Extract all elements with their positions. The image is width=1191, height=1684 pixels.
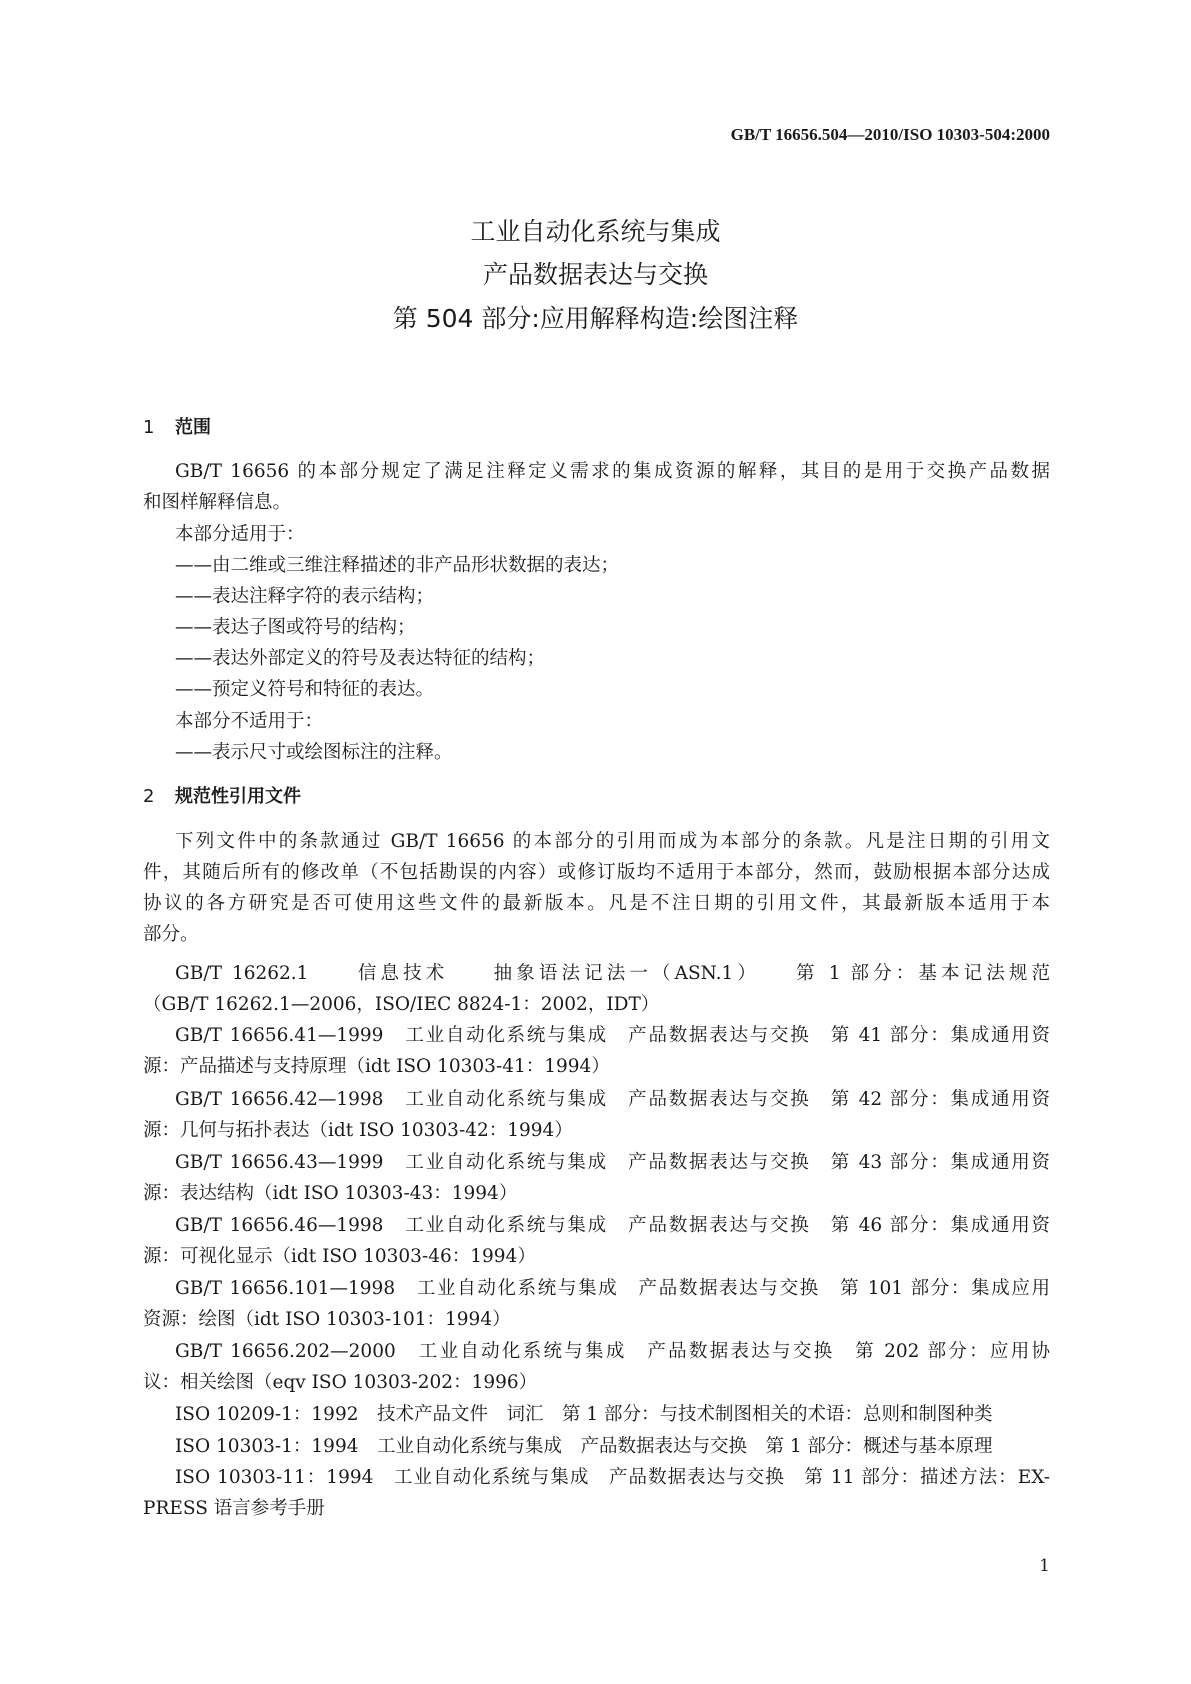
body-text-line: 下列文件中的条款通过 GB/T 16656 的本部分的引用而成为本部分的条款。凡是注日期的引用文 (175, 831, 1050, 852)
section-heading-normative-references (143, 785, 301, 809)
section-title: 范围 (175, 417, 211, 438)
reference-line: 源：表达结构（idt ISO 10303-43：1994） (143, 1183, 518, 1204)
reference-line: 源：产品描述与支持原理（idt ISO 10303-41：1994） (143, 1056, 610, 1077)
reference-line: GB/T 16656.42—1998 工业自动化系统与集成 产品数据表达与交换 第 42 部分：集成通用资 (175, 1089, 1050, 1110)
standard-number-header: GB/T 16656.504—2010/ISO 10303-504:2000 (730, 125, 1050, 144)
reference-line: GB/T 16656.101—1998 工业自动化系统与集成 产品数据表达与交换 第 101 部分：集成应用 (175, 1278, 1050, 1299)
reference-line: GB/T 16262.1 信息技术 抽象语法记法一（ASN.1） 第 1 部分：基本记法规范 (175, 963, 1050, 984)
section-title: 规范性引用文件 (175, 786, 301, 807)
reference-line: 资源：绘图（idt ISO 10303-101：1994） (143, 1309, 511, 1330)
body-text-line: 件，其随后所有的修改单（不包括勘误的内容）或修订版均不适用于本部分，然而，鼓励根据本部分达成 (143, 862, 1050, 883)
reference-line: ISO 10209-1：1992 技术产品文件 词汇 第 1 部分：与技术制图相关的术语：总则和制图种类 (175, 1404, 993, 1425)
page-number: 1 (1039, 1556, 1050, 1576)
reference-line: 源：几何与拓扑表达（idt ISO 10303-42：1994） (143, 1120, 573, 1141)
reference-line: （GB/T 16262.1—2006，ISO/IEC 8824-1：2002，IDT） (143, 994, 660, 1015)
body-text-line: ——由二维或三维注释描述的非产品形状数据的表达； (175, 555, 620, 576)
section-number: 2 (143, 786, 155, 807)
body-text-line: 协议的各方研究是否可使用这些文件的最新版本。凡是不注日期的引用文件，其最新版本适用于本 (143, 893, 1050, 914)
reference-line: GB/T 16656.43—1999 工业自动化系统与集成 产品数据表达与交换 第 43 部分：集成通用资 (175, 1152, 1050, 1173)
title-line-2: 产品数据表达与交换 (482, 260, 708, 289)
body-text-line: ——表示尺寸或绘图标注的注释。 (175, 742, 453, 763)
reference-line: PRESS 语言参考手册 (143, 1498, 325, 1519)
section-number: 1 (143, 417, 155, 438)
body-text-line: ——表达注释字符的表示结构； (175, 586, 435, 607)
reference-line: ISO 10303-1：1994 工业自动化系统与集成 产品数据表达与交换 第 1 部分：概述与基本原理 (175, 1436, 993, 1457)
reference-line: ISO 10303-11：1994 工业自动化系统与集成 产品数据表达与交换 第 11 部分：描述方法：EX- (175, 1467, 1050, 1488)
body-text-line: ——表达外部定义的符号及表达特征的结构； (175, 648, 546, 669)
body-text-line: 本部分不适用于： (175, 711, 324, 732)
body-text-line: 部分。 (143, 924, 199, 945)
body-text-line: 和图样解释信息。 (143, 492, 292, 513)
title-line-1: 工业自动化系统与集成 (470, 217, 721, 246)
body-text-line: 本部分适用于： (175, 524, 305, 545)
reference-line: 议：相关绘图（eqv ISO 10303-202：1996） (143, 1372, 538, 1393)
section-heading-scope (143, 416, 211, 440)
reference-line: GB/T 16656.41—1999 工业自动化系统与集成 产品数据表达与交换 第 41 部分：集成通用资 (175, 1025, 1050, 1046)
body-text-line: ——表达子图或符号的结构； (175, 617, 416, 638)
reference-line: GB/T 16656.202—2000 工业自动化系统与集成 产品数据表达与交换 第 202 部分：应用协 (175, 1341, 1050, 1362)
body-text-line: ——预定义符号和特征的表达。 (175, 679, 435, 700)
body-text-line: GB/T 16656 的本部分规定了满足注释定义需求的集成资源的解释，其目的是用于交换产品数据 (175, 461, 1050, 482)
title-line-3: 第 504 部分:应用解释构造:绘图注释 (392, 304, 799, 333)
reference-line: 源：可视化显示（idt ISO 10303-46：1994） (143, 1246, 536, 1267)
reference-line: GB/T 16656.46—1998 工业自动化系统与集成 产品数据表达与交换 第 46 部分：集成通用资 (175, 1215, 1050, 1236)
